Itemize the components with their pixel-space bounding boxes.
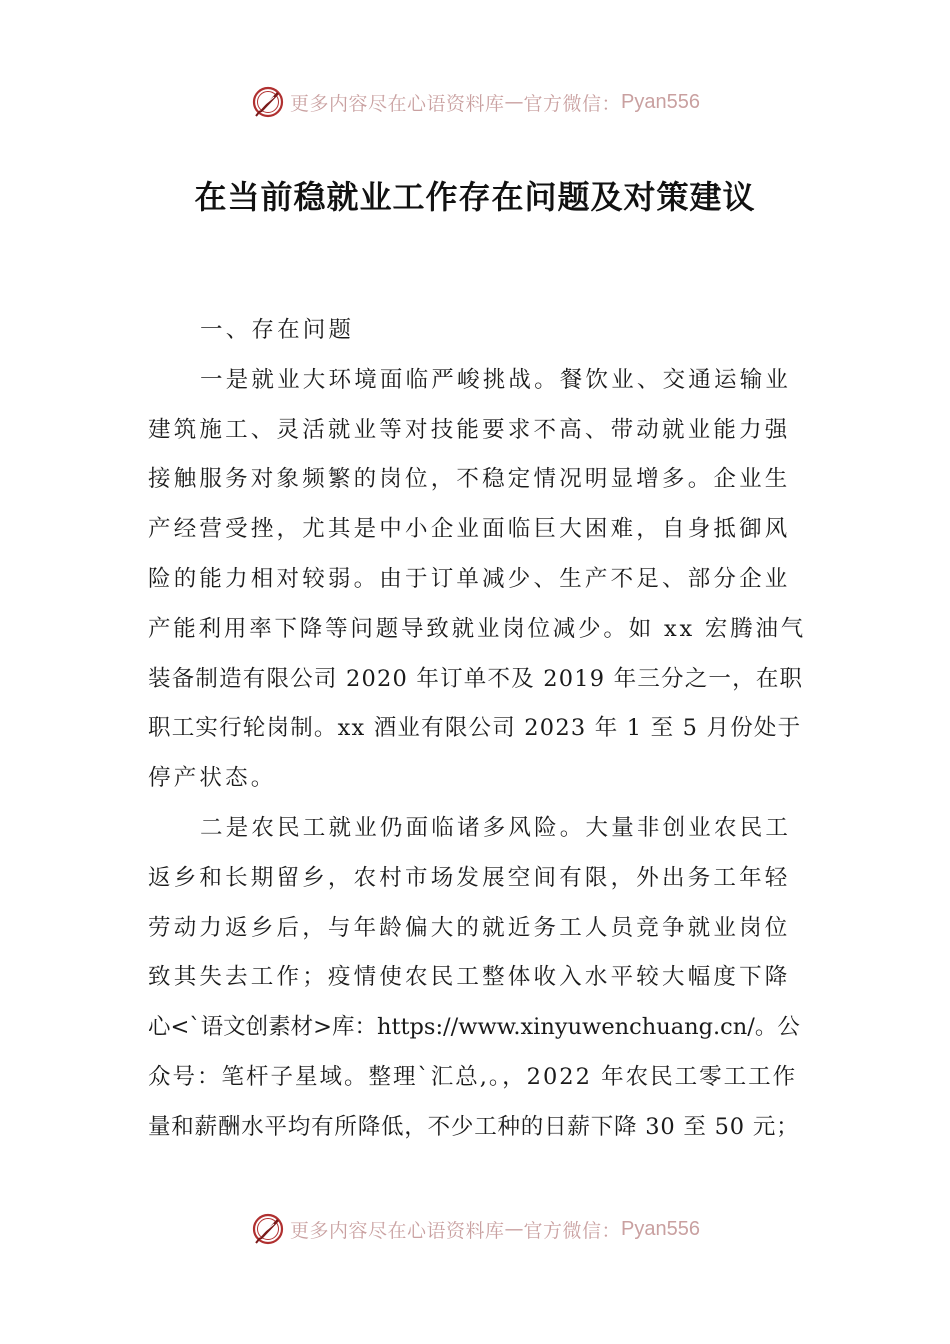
watermark-text: 更多内容尽在心语资料库	[290, 1219, 505, 1242]
paragraph-line: 职工实行轮岗制。xx 酒业有限公司 2023 年 1 至 5 月份处于	[148, 715, 802, 742]
paragraph-line: 返乡和长期留乡，农村市场发展空间有限，外出务工年轻	[148, 864, 791, 891]
watermark-id: Pyan556	[621, 90, 700, 113]
paragraph-line: 心<`语文创素材>库：https://www.xinyuwenchuang.cn/。公	[148, 1014, 800, 1041]
paragraph-line: 众号：笔杆子星域。整理`汇总,。，2022 年农民工零工工作	[148, 1063, 798, 1090]
paragraph-line: 险的能力相对较弱。由于订单减少、生产不足、部分企业	[148, 565, 791, 592]
paragraph-line: 量和薪酬水平均有所降低，不少工种的日薪下降 30 至 50 元；	[148, 1113, 800, 1140]
paragraph-line: 停产状态。	[148, 765, 277, 792]
watermark-id: Pyan556	[621, 1217, 700, 1240]
watermark-label: 官方微信：	[523, 92, 622, 115]
paragraph-line: 产经营受挫，尤其是中小企业面临巨大困难，自身抵御风	[148, 516, 791, 543]
paragraph-line: 装备制造有限公司 2020 年订单不及 2019 年三分之一，在职	[148, 665, 804, 692]
document-title: 在当前稳就业工作存在问题及对策建议	[194, 178, 756, 216]
paragraph-line: 接触服务对象频繁的岗位，不稳定情况明显增多。企业生	[148, 466, 791, 493]
quill-logo-icon	[250, 1211, 286, 1247]
paragraph-line: 一是就业大环境面临严峻挑战。餐饮业、交通运输业	[200, 366, 792, 393]
quill-logo-icon	[250, 84, 286, 120]
watermark-text: 更多内容尽在心语资料库	[290, 92, 505, 115]
watermark-label: 官方微信：	[523, 1219, 622, 1242]
paragraph-line: 致其失去工作；疫情使农民工整体收入水平较大幅度下降	[148, 964, 791, 991]
footer-watermark	[0, 1209, 950, 1249]
section-heading: 一、存在问题	[200, 317, 355, 343]
watermark-separator: —	[504, 91, 524, 113]
paragraph-line: 劳动力返乡后，与年龄偏大的就近务工人员竞争就业岗位	[148, 914, 791, 941]
header-watermark	[0, 82, 950, 122]
paragraph-line: 二是农民工就业仍面临诸多风险。大量非创业农民工	[200, 814, 792, 841]
paragraph-line: 建筑施工、灵活就业等对技能要求不高、带动就业能力强	[148, 416, 791, 443]
paragraph-line: 产能利用率下降等问题导致就业岗位减少。如 xx 宏腾油气	[148, 615, 807, 642]
document-body	[148, 306, 808, 1153]
watermark-separator: —	[504, 1218, 524, 1240]
